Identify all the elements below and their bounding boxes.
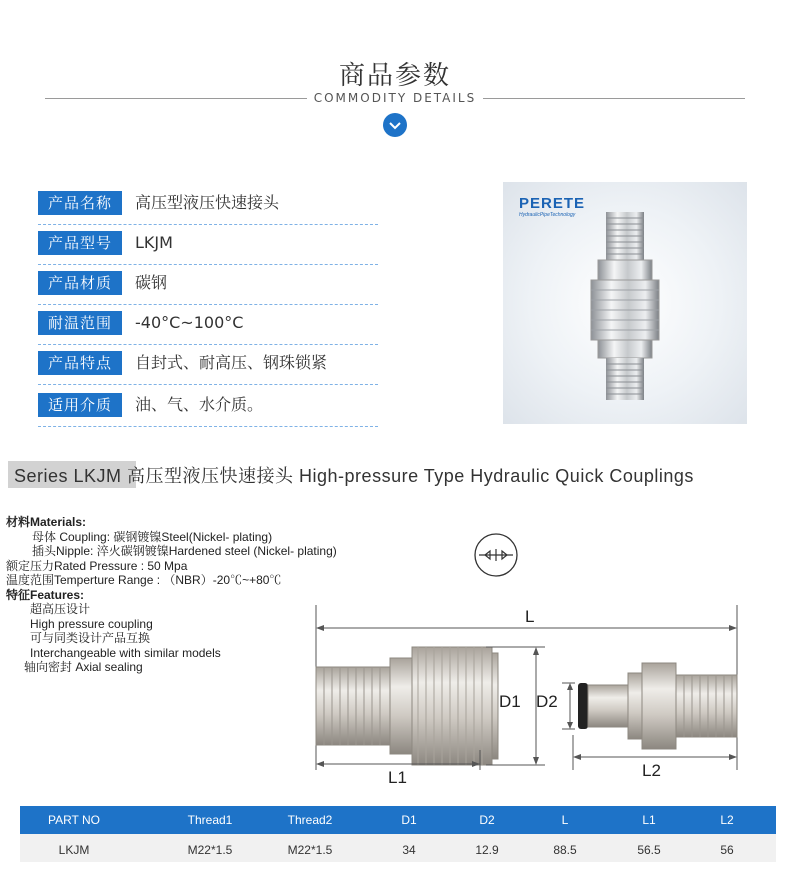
- drawing-graphic: [300, 535, 750, 775]
- coupling-photo-illustration: [503, 182, 747, 424]
- col-header-l2: L2: [720, 813, 734, 827]
- param-value: 油、气、水介质。: [135, 395, 264, 414]
- spec-table: [20, 806, 776, 862]
- feature-item: 轴向密封 Axial sealing: [24, 660, 143, 674]
- product-photo: [503, 182, 747, 424]
- feature-item: High pressure coupling: [30, 616, 153, 631]
- col-header-thread1: Thread1: [187, 813, 233, 827]
- nipple-material: 插头Nipple: 淬火碳钢镀镍Hardened steel (Nickel- plating): [32, 544, 337, 558]
- cell-part-no: LKJM: [58, 843, 90, 857]
- dim-label-L2: L2: [642, 761, 661, 780]
- param-label: 产品名称: [38, 191, 122, 215]
- dim-label-L: L: [525, 607, 535, 626]
- param-label: 产品型号: [38, 231, 122, 255]
- param-row-temperature: [38, 305, 378, 345]
- brand-logo: PERETE: [519, 195, 586, 212]
- param-value: 碳钢: [135, 273, 168, 292]
- features-heading: 特征Features:: [6, 587, 85, 602]
- col-header-part-no: PART NO: [47, 813, 100, 827]
- table-header-row: [20, 806, 776, 834]
- col-header-l: L: [561, 813, 569, 827]
- cell-l2: 56: [720, 843, 734, 857]
- table-row: [20, 834, 776, 862]
- section-header: [0, 0, 790, 150]
- param-label: 适用介质: [38, 393, 122, 417]
- cell-l1: 56.5: [637, 843, 661, 857]
- cell-d1: 34: [402, 843, 416, 857]
- cell-l: 88.5: [553, 843, 577, 857]
- param-row-material: [38, 265, 378, 305]
- param-row-model: [38, 225, 378, 265]
- rated-pressure: 额定压力Rated Pressure : 50 Mpa: [6, 558, 188, 573]
- technical-drawing: [300, 535, 750, 787]
- col-header-d1: D1: [401, 813, 417, 827]
- cell-thread1: M22*1.5: [187, 843, 233, 857]
- param-value: LKJM: [135, 233, 173, 252]
- product-params-list: [38, 185, 378, 427]
- dim-label-D2: D2: [536, 692, 558, 711]
- param-label: 产品材质: [38, 271, 122, 295]
- param-label: 耐温范围: [38, 311, 122, 335]
- col-header-d2: D2: [479, 813, 495, 827]
- feature-item: 超高压设计: [30, 602, 91, 616]
- temperature-range: 温度范围Temperture Range : （NBR）-20℃~+80℃: [6, 573, 282, 587]
- dim-label-L1: L1: [388, 768, 407, 787]
- spec-text-block: [6, 515, 337, 675]
- param-row-name: [38, 185, 378, 225]
- series-title: Series LKJM 高压型液压快速接头 High-pressure Type Hydraulic Quick Couplings: [14, 466, 694, 486]
- coupling-material: 母体 Coupling: 碳钢镀镍Steel(Nickel- plating): [32, 529, 273, 544]
- materials-heading: 材料Materials:: [6, 515, 87, 529]
- page-title: 商品参数: [338, 61, 451, 91]
- brand-tagline: HydraulicPipeTechnology: [519, 212, 576, 218]
- param-value: 自封式、耐高压、钢珠锁紧: [135, 353, 328, 372]
- param-row-medium: [38, 385, 378, 427]
- param-value: -40°C~100°C: [135, 313, 244, 332]
- cell-thread2: M22*1.5: [287, 843, 333, 857]
- feature-item: Interchangeable with similar models: [30, 645, 221, 660]
- cell-d2: 12.9: [475, 843, 499, 857]
- header-divider-right: [483, 98, 745, 99]
- page-subtitle: COMMODITY DETAILS: [313, 91, 477, 105]
- feature-item: 可与同类设计产品互换: [30, 631, 151, 645]
- param-value: 高压型液压快速接头: [135, 193, 280, 212]
- dim-label-D1: D1: [499, 692, 521, 711]
- chevron-down-icon: [383, 113, 407, 137]
- param-label: 产品特点: [38, 351, 122, 375]
- col-header-l1: L1: [642, 813, 656, 827]
- param-row-features: [38, 345, 378, 385]
- col-header-thread2: Thread2: [287, 813, 333, 827]
